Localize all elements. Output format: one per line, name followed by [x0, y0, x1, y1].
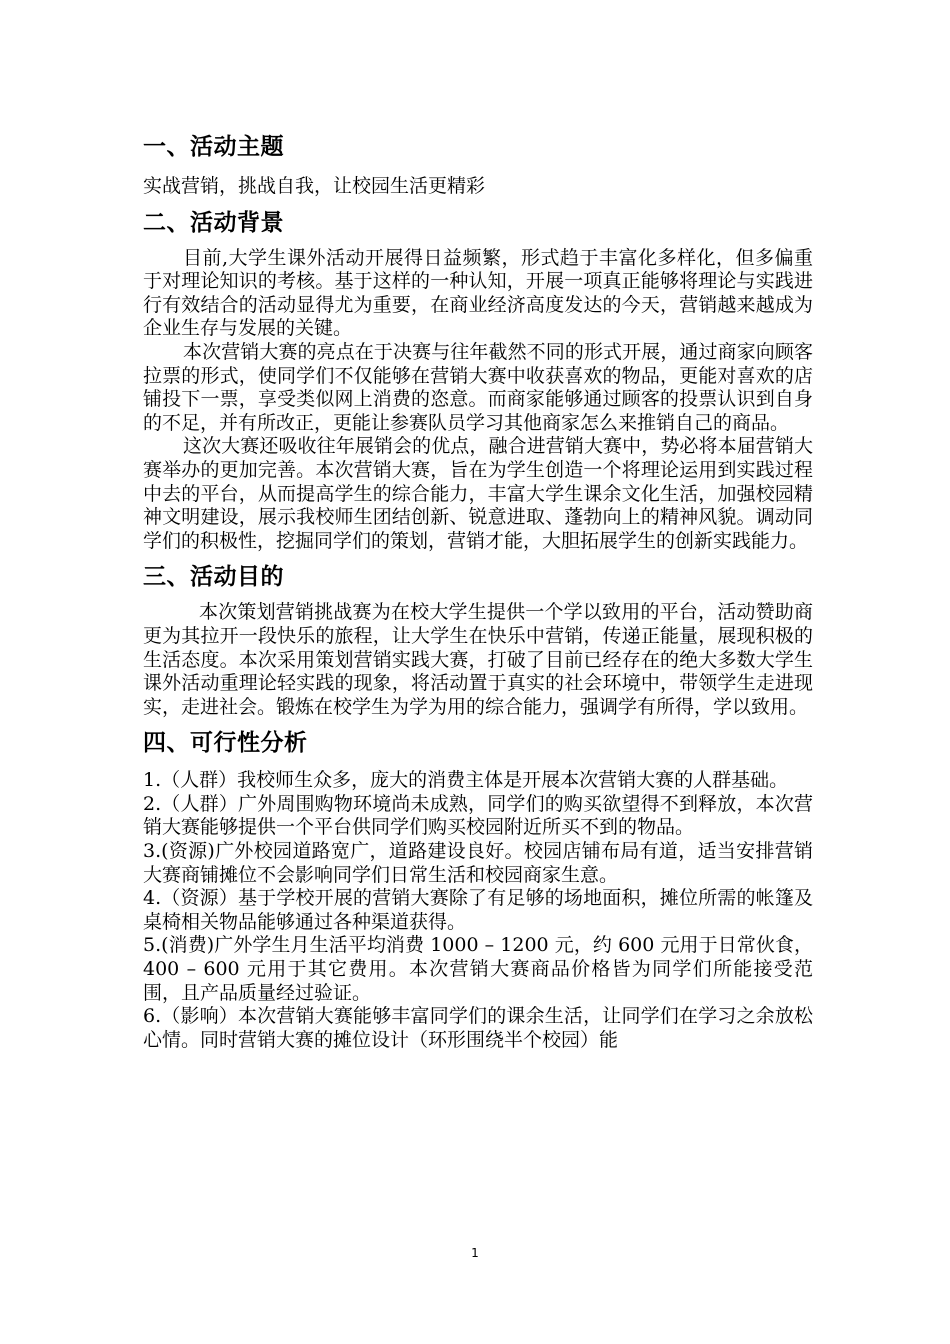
theme-text: 实战营销，挑战自我，让校园生活更精彩	[143, 175, 486, 197]
page-number: 1	[471, 1246, 479, 1260]
section-heading-background: 二、活动背景	[143, 209, 284, 236]
list-item: 3.(资源)广外校园道路宽广，道路建设良好。校园店铺布局有道，适当安排营销大赛商铺摊位不会影响同学们日常生活和校园商家生意。	[143, 840, 813, 886]
document-body	[143, 131, 813, 1052]
list-item: 4.（资源）基于学校开展的营销大赛除了有足够的场地面积，摊位所需的帐篷及桌椅相关物品能够通过各种渠道获得。	[143, 887, 813, 933]
section-heading-feasibility: 四、可行性分析	[143, 730, 308, 757]
background-paragraph: 这次大赛还吸收往年展销会的优点，融合进营销大赛中，势必将本届营销大赛举办的更加完善。本次营销大赛，旨在为学生创造一个将理论运用到实践过程中去的平台，从而提高学生的综合能力，丰富大学生课余文化生活，加强校园精神文明建设，展示我校师生团结创新、锐意进取、蓬勃向上的精神风貌。调动同学们的积极性，挖掘同学们的策划，营销才能，大胆拓展学生的创新实践能力。	[143, 435, 813, 552]
background-paragraph: 目前,大学生课外活动开展得日益频繁，形式趋于丰富化多样化，但多偏重于对理论知识的考核。基于这样的一种认知，开展一项真正能够将理论与实践进行有效结合的活动显得尤为重要，在商业经济高度发达的今天，营销越来越成为企业生存与发展的关键。	[143, 246, 813, 340]
section-heading-purpose: 三、活动目的	[143, 564, 284, 591]
list-item: 1.（人群）我校师生众多，庞大的消费主体是开展本次营销大赛的人群基础。	[143, 769, 789, 792]
list-item: 6.（影响）本次营销大赛能够丰富同学们的课余生活，让同学们在学习之余放松心情。同时营销大赛的摊位设计（环形围绕半个校园）能	[143, 1005, 813, 1051]
background-paragraph: 本次营销大赛的亮点在于决赛与往年截然不同的形式开展，通过商家向顾客拉票的形式，使同学们不仅能够在营销大赛中收获喜欢的物品，更能对喜欢的店铺投下一票，享受类似网上消费的恣意。而商家能够通过顾客的投票认识到自身的不足，并有所改正，更能让参赛队员学习其他商家怎么来推销自己的商品。	[143, 340, 813, 434]
list-item: 2.（人群）广外周围购物环境尚未成熟，同学们的购买欲望得不到释放，本次营销大赛能够提供一个平台供同学们购买校园附近所买不到的物品。	[143, 792, 813, 839]
feasibility-list	[143, 769, 813, 1052]
list-item: 5.(消费)广外学生月生活平均消费 1000 – 1200 元，约 600 元用于日常伙食，400 – 600 元用于其它费用。本次营销大赛商品价格皆为同学们所能接受范围，且产品质量经过验证。	[143, 934, 813, 1004]
purpose-paragraph: 本次策划营销挑战赛为在校大学生提供一个学以致用的平台，活动赞助商更为其拉开一段快乐的旅程，让大学生在快乐中营销，传递正能量，展现积极的生活态度。本次采用策划营销实践大赛，打破了目前已经存在的绝大多数大学生课外活动重理论轻实践的现象，将活动置于真实的社会环境中，带领学生走进现实，走进社会。锻炼在校学生为学为用的综合能力，强调学有所得，学以致用。	[143, 601, 813, 718]
section-heading-theme: 一、活动主题	[143, 134, 284, 160]
